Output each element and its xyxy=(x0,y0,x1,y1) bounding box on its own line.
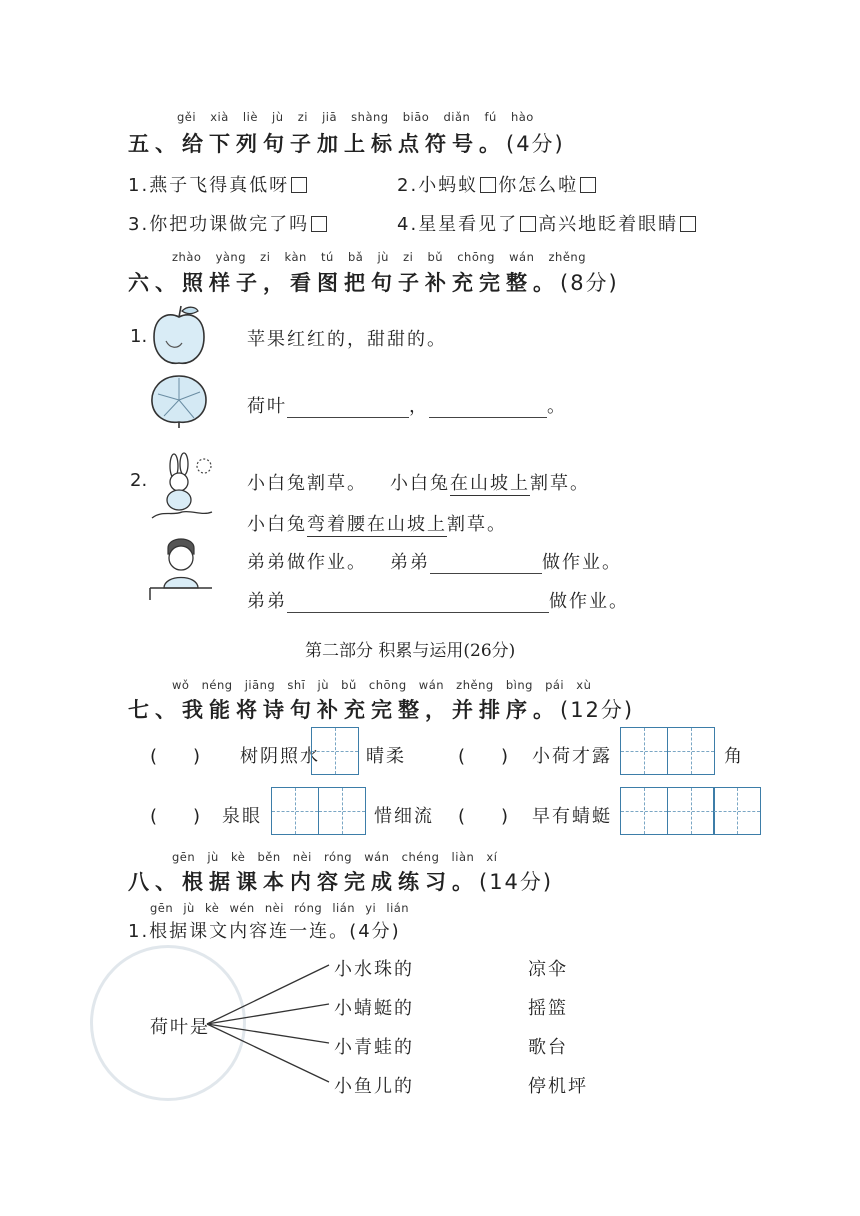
writing-cell[interactable] xyxy=(318,787,366,835)
q5-item-2 xyxy=(397,171,598,197)
poem-line-start: 树阴照水 xyxy=(240,746,320,767)
punctuation-box[interactable] xyxy=(520,216,536,232)
q6-ex2-sentence-b xyxy=(390,469,590,495)
q7-pinyin: wǒ néng jiāng shī jù bǔ chōng wán zhěng bìng pái xù xyxy=(172,678,592,692)
q8-pinyin: gēn jù kè běn nèi róng wán chéng liàn xí xyxy=(172,850,498,864)
order-paren[interactable]: ( ) xyxy=(150,806,201,827)
punctuation-box[interactable] xyxy=(680,216,696,232)
item-number: 3. xyxy=(128,214,150,235)
item-text: 小蚂蚁 xyxy=(418,175,479,196)
q8-sub-heading xyxy=(128,917,401,943)
match-right-item[interactable]: 摇篮 xyxy=(528,998,568,1019)
q6-ex2-sentence-c xyxy=(247,510,507,536)
item-number: 2. xyxy=(397,175,419,196)
answer-blank[interactable] xyxy=(287,397,409,418)
order-paren[interactable]: ( ) xyxy=(458,746,509,767)
q5-pinyin: gěi xià liè jù zi jiā shàng biāo diǎn fú hào xyxy=(177,110,534,124)
q7-heading xyxy=(128,694,634,724)
answer-blank[interactable] xyxy=(287,592,549,613)
item-text: 燕子飞得真低呀 xyxy=(149,175,290,196)
text: 割草。 xyxy=(530,473,590,494)
period: 。 xyxy=(547,396,567,417)
answer-blank[interactable] xyxy=(430,553,542,574)
item-text: 星星看见了 xyxy=(418,214,519,235)
q6-pinyin: zhào yàng zi kàn tú bǎ jù zi bǔ chōng wán zhěng xyxy=(172,250,586,264)
match-root: 荷叶是 xyxy=(150,1017,210,1038)
poem-line-start: 泉眼 xyxy=(222,806,262,827)
punctuation-box[interactable] xyxy=(311,216,327,232)
q8-sub-points: (4分) xyxy=(349,921,401,942)
writing-grid[interactable] xyxy=(620,727,713,775)
text: 割草。 xyxy=(447,514,507,535)
q5-title: 五、给下列句子加上标点符号。 xyxy=(128,132,506,156)
poem-line-end: 晴柔 xyxy=(366,746,406,767)
q7-title: 七、我能将诗句补充完整，并排序。 xyxy=(128,698,560,722)
sentence-start: 荷叶 xyxy=(247,396,287,417)
q6-ex1-example: 苹果红红的，甜甜的。 xyxy=(247,329,447,350)
q5-points: (4分) xyxy=(506,132,565,156)
poem-line-end: 惜细流 xyxy=(374,806,434,827)
item-text: 你把功课做完了吗 xyxy=(149,214,310,235)
boy-homework-illustration xyxy=(148,532,216,602)
connector-lines xyxy=(205,950,335,1090)
comma: ， xyxy=(409,396,429,417)
writing-cell[interactable] xyxy=(311,727,359,775)
rabbit-illustration xyxy=(148,452,216,522)
poem-line-end: 角 xyxy=(724,746,744,767)
writing-cell[interactable] xyxy=(713,787,761,835)
poem-line-start: 小荷才露 xyxy=(532,746,612,767)
item-number: 1. xyxy=(128,175,150,196)
q8-sub-pinyin: gēn jù kè wén nèi róng lián yi lián xyxy=(150,901,410,915)
punctuation-box[interactable] xyxy=(480,177,496,193)
q6-points: (8分) xyxy=(560,271,619,295)
match-left-item[interactable]: 小水珠的 xyxy=(334,959,414,980)
answer-blank[interactable] xyxy=(429,397,547,418)
q5-heading xyxy=(128,128,565,158)
q6-heading xyxy=(128,267,619,297)
q6-title: 六、照样子，看图把句子补充完整。 xyxy=(128,271,560,295)
q6-ex2-sentence-f xyxy=(247,587,629,613)
item-text: 你怎么啦 xyxy=(498,175,579,196)
match-left-item[interactable]: 小青蛙的 xyxy=(334,1037,414,1058)
q6-ex2-sentence-d: 弟弟做作业。 xyxy=(247,552,367,573)
match-right-item[interactable]: 歌台 xyxy=(528,1037,568,1058)
match-left-item[interactable]: 小鱼儿的 xyxy=(334,1076,414,1097)
q6-ex2-number: 2. xyxy=(130,470,148,491)
q6-ex1-number: 1. xyxy=(130,326,148,347)
q8-heading xyxy=(128,866,553,896)
punctuation-box[interactable] xyxy=(291,177,307,193)
match-left-item[interactable]: 小蜻蜓的 xyxy=(334,998,414,1019)
writing-grid[interactable] xyxy=(620,787,760,835)
q8-points: (14分) xyxy=(479,870,554,894)
text: 做作业。 xyxy=(542,552,622,573)
poem-line-start: 早有蜻蜓 xyxy=(532,806,612,827)
text: 做作业。 xyxy=(549,591,629,612)
writing-grid[interactable] xyxy=(271,787,364,835)
match-right-item[interactable]: 停机坪 xyxy=(528,1076,588,1097)
q6-ex1-line2 xyxy=(247,392,567,418)
q5-item-1 xyxy=(128,171,309,197)
q5-item-3 xyxy=(128,210,329,236)
q7-points: (12分) xyxy=(560,698,635,722)
writing-cell[interactable] xyxy=(620,787,668,835)
underlined-text: 在山坡上 xyxy=(450,473,530,494)
text: 小白兔 xyxy=(247,514,307,535)
writing-cell[interactable] xyxy=(620,727,668,775)
q6-ex2-sentence-a: 小白兔割草。 xyxy=(247,473,367,494)
text: 弟弟 xyxy=(247,591,287,612)
order-paren[interactable]: ( ) xyxy=(150,746,201,767)
order-paren[interactable]: ( ) xyxy=(458,806,509,827)
text: 小白兔 xyxy=(390,473,450,494)
q5-item-4 xyxy=(397,210,698,236)
writing-cell[interactable] xyxy=(667,787,715,835)
q8-sub-title: 1.根据课文内容连一连。 xyxy=(128,921,350,942)
item-number: 4. xyxy=(397,214,419,235)
part2-title: 第二部分 积累与运用(26分) xyxy=(305,641,516,661)
q6-ex2-sentence-e xyxy=(390,548,622,574)
item-text: 高兴地眨着眼睛 xyxy=(538,214,679,235)
text: 弟弟 xyxy=(390,552,430,573)
punctuation-box[interactable] xyxy=(580,177,596,193)
writing-cell[interactable] xyxy=(667,727,715,775)
writing-cell[interactable] xyxy=(271,787,319,835)
match-right-item[interactable]: 凉伞 xyxy=(528,959,568,980)
writing-grid[interactable] xyxy=(311,727,358,775)
apple-illustration xyxy=(148,303,210,369)
underlined-text: 弯着腰在山坡上 xyxy=(307,514,447,535)
lotus-leaf-illustration xyxy=(148,372,210,428)
q8-title: 八、根据课本内容完成练习。 xyxy=(128,870,479,894)
